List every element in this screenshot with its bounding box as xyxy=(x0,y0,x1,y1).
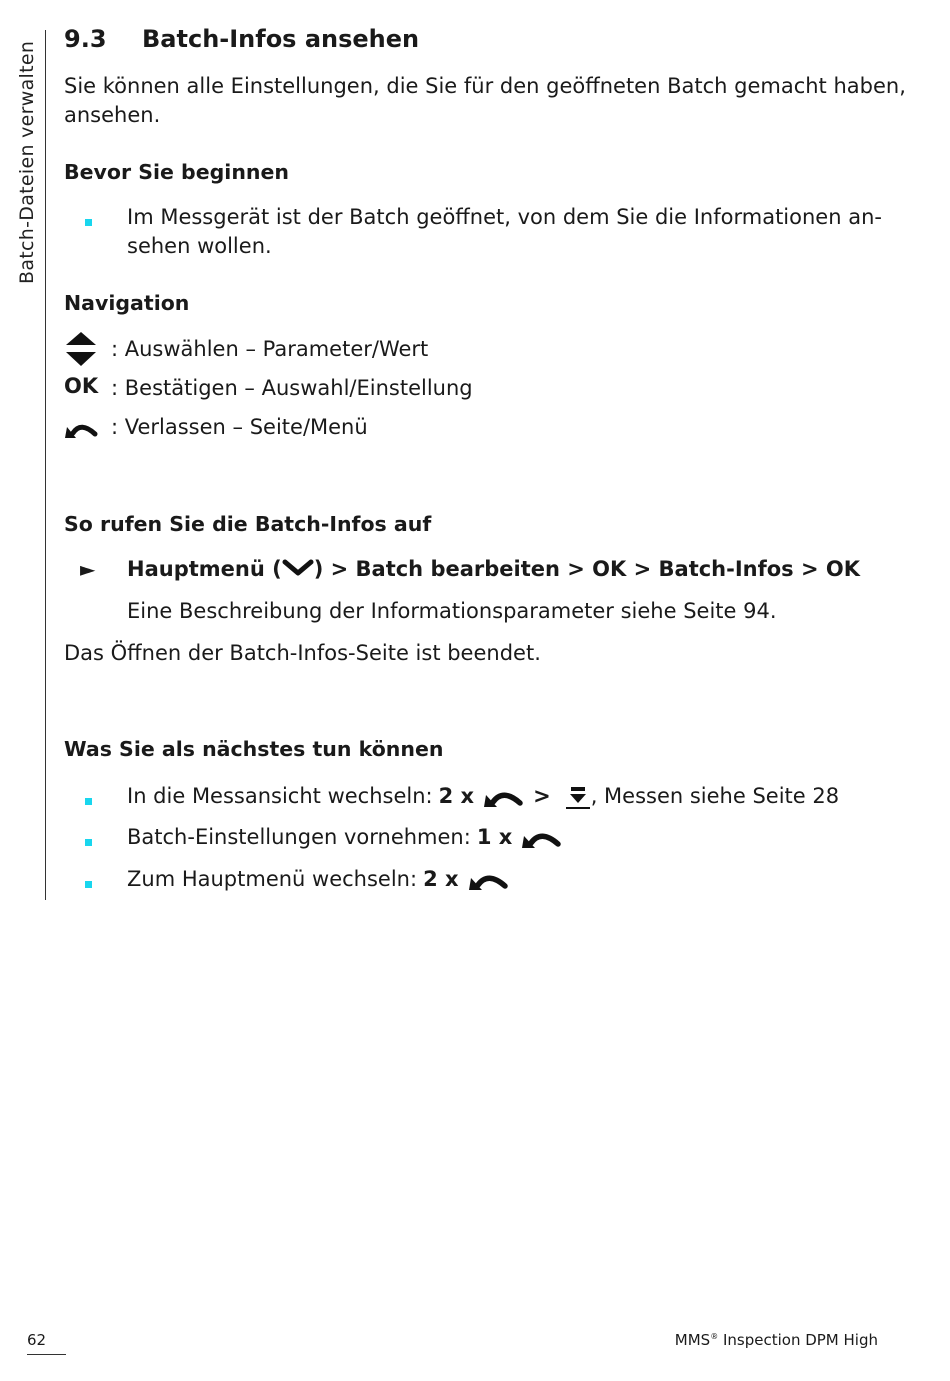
back-arrow-icon xyxy=(64,418,98,440)
sidebar-divider xyxy=(45,30,46,900)
next-item-1-count: 2 x xyxy=(438,784,475,808)
sidebar-chapter-title: Batch-Dateien verwalten xyxy=(16,40,38,284)
next-item-measure xyxy=(127,782,839,811)
nav-item-select-text: : Auswählen – Parameter/Wert xyxy=(111,337,429,361)
nav-item-confirm-text: : Bestätigen – Auswahl/Einstellung xyxy=(111,376,473,400)
product-model: Inspection DPM High xyxy=(718,1331,878,1349)
registered-mark: ® xyxy=(710,1332,719,1341)
chevron-down-icon xyxy=(282,558,314,582)
bullet-icon xyxy=(85,881,92,888)
product-name xyxy=(675,1331,878,1349)
next-item-3-count: 2 x xyxy=(423,867,459,891)
section-title: Batch-Infos ansehen xyxy=(142,25,420,53)
ok-key-label: OK xyxy=(64,374,99,398)
procedure-result: Das Öffnen der Batch-Infos-Seite ist beendet. xyxy=(64,641,541,665)
step-marker: ► xyxy=(80,557,96,581)
next-item-1-separator: > xyxy=(533,784,551,808)
next-item-2-text: Batch-Einstellungen vornehmen: xyxy=(127,825,471,849)
footer-divider xyxy=(27,1354,66,1355)
navigation-heading: Navigation xyxy=(64,291,190,315)
section-number: 9.3 xyxy=(64,25,107,53)
next-item-settings xyxy=(127,823,561,852)
prereq-heading: Bevor Sie beginnen xyxy=(64,160,290,184)
next-item-1-tail: , Messen siehe Seite 28 xyxy=(590,784,840,808)
up-down-arrows-icon xyxy=(65,331,97,367)
step-part-2: ) > Batch bearbeiten > OK > Batch-Infos > OK xyxy=(313,557,861,581)
step-part-1: Hauptmenü ( xyxy=(127,557,282,581)
bullet-icon xyxy=(85,798,92,805)
next-heading: Was Sie als nächstes tun können xyxy=(64,737,444,761)
step-note: Eine Beschreibung der Informationsparameter siehe Seite 94. xyxy=(127,599,777,623)
prereq-item-line-1: Im Messgerät ist der Batch geöffnet, von dem Sie die Informationen an- xyxy=(127,205,882,229)
procedure-heading: So rufen Sie die Batch-Infos auf xyxy=(64,512,432,536)
next-item-1-text: In die Messansicht wechseln: xyxy=(127,784,433,808)
intro-line-2: ansehen. xyxy=(64,103,161,127)
nav-item-exit-text: : Verlassen – Seite/Menü xyxy=(111,415,368,439)
product-brand: MMS xyxy=(674,1331,711,1349)
back-arrow-icon xyxy=(468,868,508,892)
back-arrow-icon xyxy=(521,826,561,850)
page-number: 62 xyxy=(27,1331,47,1349)
back-arrow-icon xyxy=(483,785,523,809)
procedure-step xyxy=(127,557,860,582)
next-item-2-count: 1 x xyxy=(476,825,513,849)
next-item-3-text: Zum Hauptmenü wechseln: xyxy=(127,867,418,891)
bullet-icon xyxy=(85,219,92,226)
prereq-item-line-2: sehen wollen. xyxy=(127,234,272,258)
bullet-icon xyxy=(85,839,92,846)
measure-icon xyxy=(565,784,591,810)
next-item-main-menu xyxy=(127,865,508,894)
intro-line-1: Sie können alle Einstellungen, die Sie für den geöffneten Batch gemacht haben, xyxy=(64,74,906,98)
